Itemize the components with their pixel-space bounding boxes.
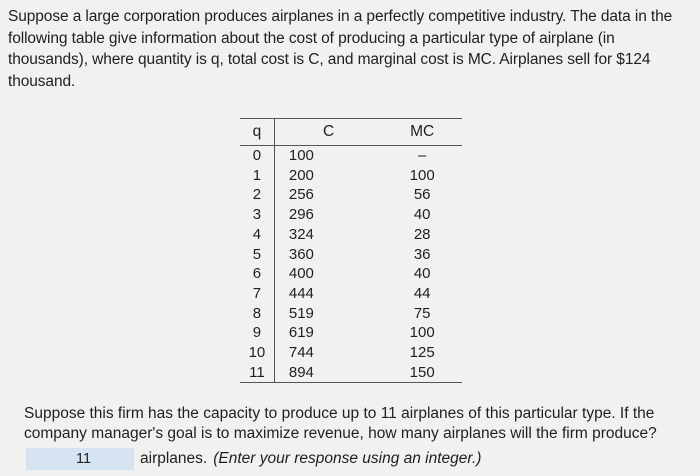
table-row bbox=[240, 343, 462, 363]
table-row bbox=[240, 284, 462, 304]
cell-mc: – bbox=[418, 147, 427, 164]
cell-mc: 36 bbox=[413, 245, 431, 263]
table-row bbox=[240, 225, 462, 245]
answer-row bbox=[26, 448, 481, 470]
cell-q: 5 bbox=[240, 245, 274, 265]
cell-q: 7 bbox=[240, 284, 274, 304]
table-row bbox=[240, 323, 462, 343]
header-mc: MC bbox=[382, 119, 462, 146]
cell-c: 360 bbox=[288, 245, 314, 263]
answer-unit-label: airplanes. bbox=[140, 450, 208, 467]
cell-mc: 40 bbox=[413, 265, 431, 283]
cell-c: 324 bbox=[288, 225, 314, 243]
answer-hint: (Enter your response using an integer.) bbox=[213, 450, 482, 467]
cell-c: 200 bbox=[288, 166, 314, 184]
cell-c: 444 bbox=[288, 284, 314, 302]
table-row bbox=[240, 264, 462, 284]
cell-q: 2 bbox=[240, 185, 274, 205]
cell-c: 256 bbox=[288, 186, 314, 204]
cell-c: 400 bbox=[288, 265, 314, 283]
cell-mc: 100 bbox=[409, 166, 435, 184]
question-text: Suppose this firm has the capacity to produce up to 11 airplanes of this particular type. If the company manager's goal is to maximize revenue, how many airplanes will the firm produce? bbox=[24, 405, 657, 442]
cell-q: 6 bbox=[240, 264, 274, 284]
header-q: q bbox=[240, 119, 274, 146]
table-row bbox=[240, 166, 462, 186]
problem-intro: Suppose a large corporation produces airplanes in a perfectly competitive industry. The data in the following table give information about the cost of producing a particular type of airplane (in thousands), where quantity is q, total cost is C, and marginal cost is MC. Airplanes sell for $124 thousand. bbox=[8, 8, 673, 90]
cell-c: 894 bbox=[274, 363, 382, 383]
answer-input[interactable] bbox=[26, 448, 134, 470]
header-c: C bbox=[274, 119, 382, 146]
cell-q: 3 bbox=[240, 205, 274, 225]
cell-mc: 56 bbox=[413, 186, 431, 204]
cell-q: 4 bbox=[240, 225, 274, 245]
table-row bbox=[240, 185, 462, 205]
cell-mc: 75 bbox=[413, 304, 431, 322]
cell-q: 10 bbox=[240, 343, 274, 363]
cell-mc: 125 bbox=[409, 344, 435, 362]
table-row bbox=[240, 205, 462, 225]
cell-q: 9 bbox=[240, 323, 274, 343]
cell-c: 744 bbox=[288, 344, 314, 362]
cell-q: 8 bbox=[240, 304, 274, 324]
table-row bbox=[240, 304, 462, 324]
cell-c: 296 bbox=[288, 206, 314, 224]
cell-c: 619 bbox=[288, 324, 314, 342]
table-header-row bbox=[240, 119, 462, 146]
cell-c: 100 bbox=[288, 147, 314, 164]
table-row bbox=[240, 245, 462, 265]
cell-q: 1 bbox=[240, 166, 274, 186]
cell-mc: 44 bbox=[413, 284, 431, 302]
cell-c: 519 bbox=[288, 304, 314, 322]
table-row bbox=[240, 146, 462, 166]
cell-mc: 150 bbox=[382, 363, 462, 383]
cell-mc: 28 bbox=[413, 225, 431, 243]
cost-table bbox=[240, 118, 462, 383]
table-row bbox=[240, 363, 462, 383]
cell-q: 11 bbox=[240, 363, 274, 383]
cell-mc: 100 bbox=[409, 324, 435, 342]
cell-q: 0 bbox=[240, 146, 274, 166]
cell-mc: 40 bbox=[413, 206, 431, 224]
